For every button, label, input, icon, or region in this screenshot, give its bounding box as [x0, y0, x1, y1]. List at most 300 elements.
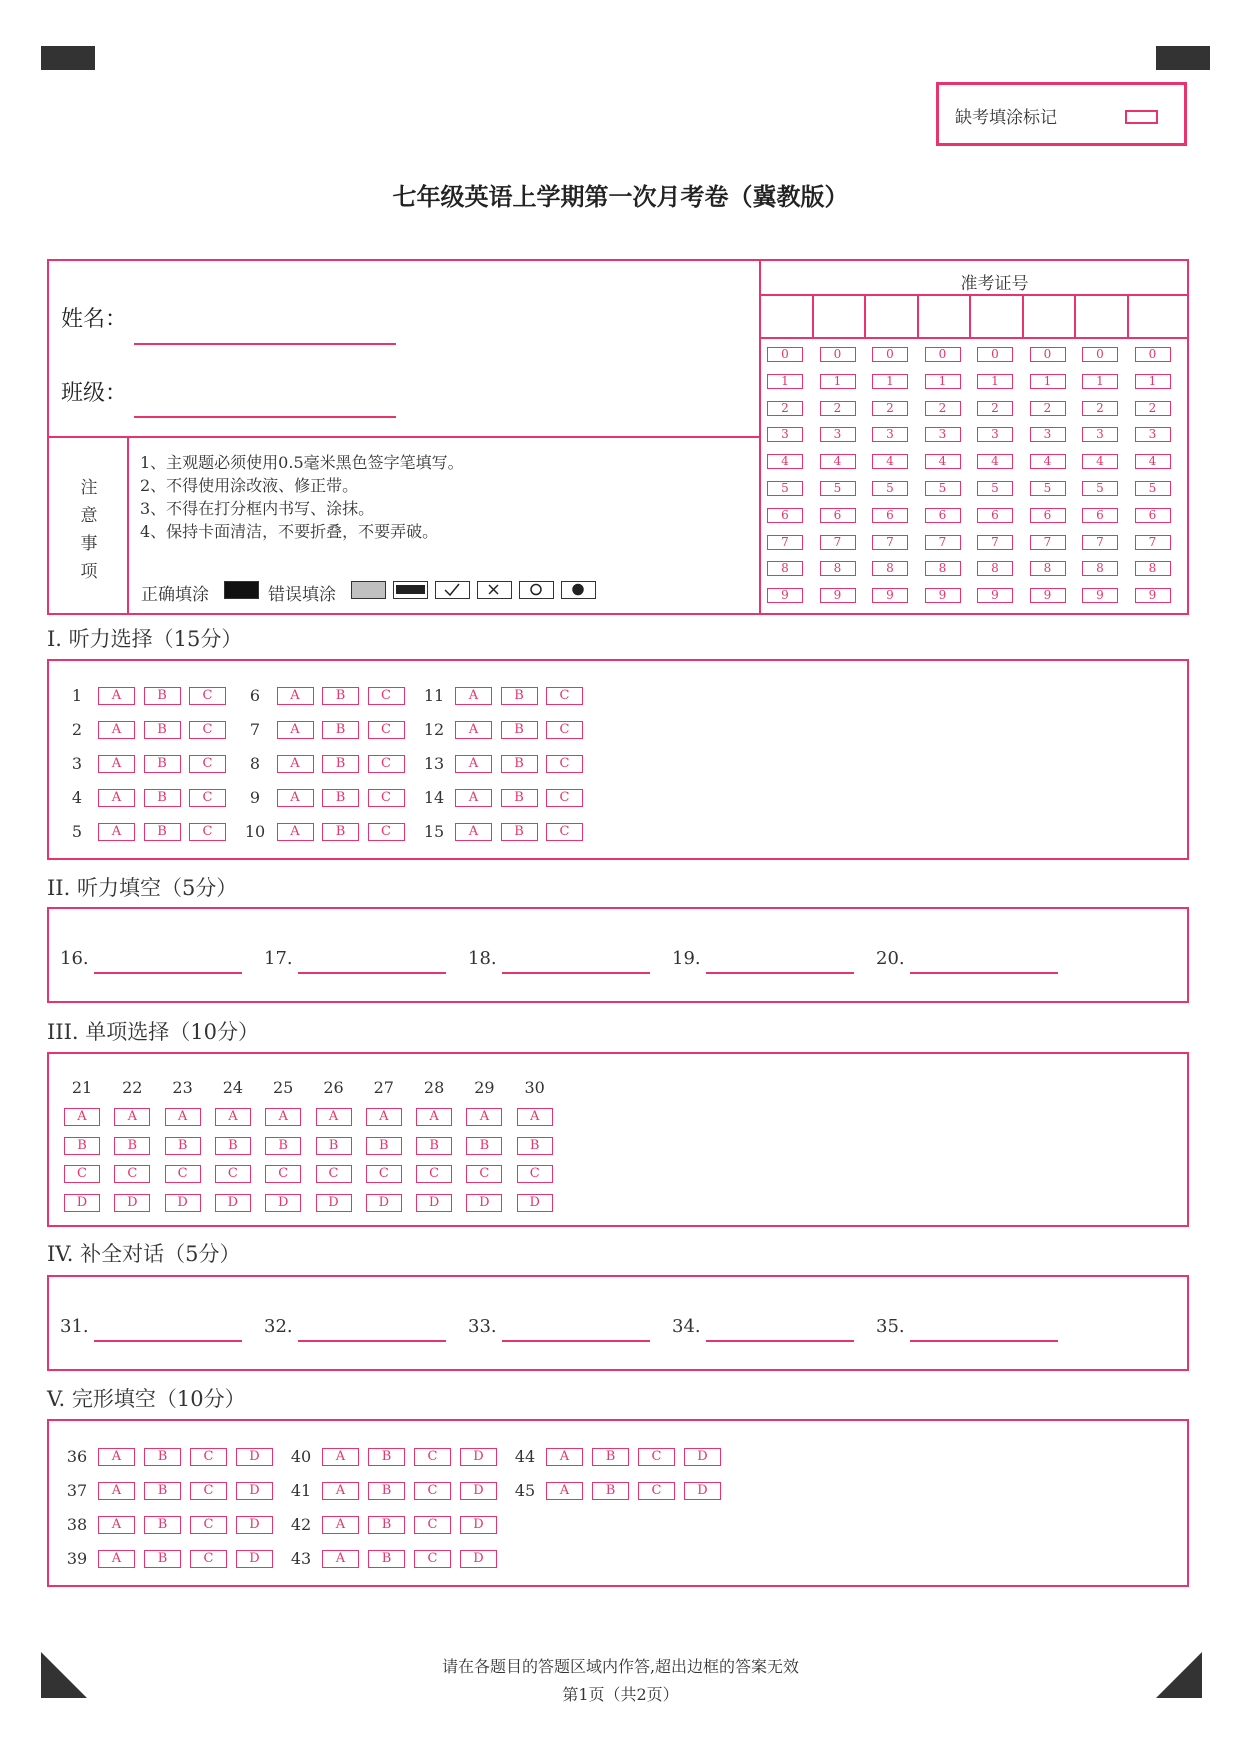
- exam-number-digit-bubble[interactable]: 7: [767, 535, 803, 550]
- exam-number-digit-bubble[interactable]: 4: [1030, 454, 1066, 469]
- blank-number: 16.: [60, 948, 89, 969]
- answer-blank[interactable]: [706, 972, 854, 974]
- exam-number-digit-bubble[interactable]: 0: [872, 347, 908, 362]
- answer-bubble[interactable]: C: [189, 687, 226, 705]
- answer-bubble[interactable]: D: [466, 1194, 502, 1212]
- answer-bubble[interactable]: A: [455, 755, 492, 773]
- answer-bubble[interactable]: A: [455, 789, 492, 807]
- exam-number-digit-bubble[interactable]: 3: [1135, 427, 1171, 442]
- answer-bubble[interactable]: A: [98, 1482, 135, 1500]
- blank-number: 33.: [468, 1316, 497, 1337]
- exam-number-digit-bubble[interactable]: 8: [1030, 561, 1066, 576]
- section-4-box: [47, 1275, 1189, 1371]
- exam-number-digit-bubble[interactable]: 9: [1135, 588, 1171, 603]
- exam-number-digit-bubble[interactable]: 2: [820, 401, 856, 416]
- answer-bubble[interactable]: D: [684, 1448, 721, 1466]
- exam-number-digit-bubble[interactable]: 7: [872, 535, 908, 550]
- answer-bubble[interactable]: A: [98, 1550, 135, 1568]
- answer-bubble[interactable]: C: [368, 721, 405, 739]
- exam-number-digit-bubble[interactable]: 7: [977, 535, 1013, 550]
- name-label: 姓名：: [61, 307, 128, 332]
- exam-number-digit-bubble[interactable]: 9: [872, 588, 908, 603]
- question-number: 29: [474, 1078, 495, 1097]
- blank-number: 31.: [60, 1316, 89, 1337]
- answer-bubble[interactable]: C: [517, 1165, 553, 1183]
- exam-number-digit-bubble[interactable]: 3: [872, 427, 908, 442]
- answer-bubble[interactable]: B: [64, 1137, 100, 1155]
- answer-bubble[interactable]: B: [322, 721, 359, 739]
- answer-bubble[interactable]: B: [144, 721, 181, 739]
- answer-bubble[interactable]: B: [144, 1516, 181, 1534]
- answer-bubble[interactable]: B: [144, 1448, 181, 1466]
- notice-item: 4、保持卡面清洁，不要折叠，不要弄破。: [140, 522, 439, 541]
- answer-bubble[interactable]: C: [414, 1550, 451, 1568]
- exam-number-digit-bubble[interactable]: 0: [1135, 347, 1171, 362]
- answer-bubble[interactable]: B: [215, 1137, 251, 1155]
- section-1-title: I. 听力选择（15分）: [47, 627, 243, 651]
- exam-number-digit-bubble[interactable]: 3: [820, 427, 856, 442]
- answer-bubble[interactable]: B: [368, 1482, 405, 1500]
- answer-bubble[interactable]: A: [546, 1482, 583, 1500]
- exam-number-digit-bubble[interactable]: 6: [767, 508, 803, 523]
- question-number: 11: [423, 686, 445, 705]
- answer-blank[interactable]: [502, 1340, 650, 1342]
- question-number: 13: [423, 754, 445, 773]
- notice-item: 1、主观题必须使用0.5毫米黑色签字笔填写。: [140, 453, 464, 472]
- exam-number-digit-bubble[interactable]: 2: [977, 401, 1013, 416]
- exam-number-digit-bubble[interactable]: 0: [925, 347, 961, 362]
- answer-bubble[interactable]: C: [316, 1165, 352, 1183]
- answer-bubble[interactable]: A: [455, 823, 492, 841]
- answer-bubble[interactable]: D: [236, 1482, 273, 1500]
- question-number: 37: [66, 1481, 88, 1500]
- corner-marker-top-left: [41, 46, 95, 70]
- answer-bubble[interactable]: C: [366, 1165, 402, 1183]
- correct-fill-label: 正确填涂: [141, 585, 209, 605]
- exam-number-digit-bubble[interactable]: 2: [872, 401, 908, 416]
- blank-number: 34.: [672, 1316, 701, 1337]
- question-number: 10: [244, 822, 266, 841]
- answer-bubble[interactable]: C: [190, 1482, 227, 1500]
- answer-bubble[interactable]: B: [416, 1137, 452, 1155]
- answer-bubble[interactable]: B: [592, 1482, 629, 1500]
- exam-number-digit-bubble[interactable]: 2: [1135, 401, 1171, 416]
- answer-bubble[interactable]: A: [98, 1516, 135, 1534]
- section-4-title: IV. 补全对话（5分）: [47, 1242, 241, 1266]
- exam-number-digit-bubble[interactable]: 3: [767, 427, 803, 442]
- answer-bubble[interactable]: B: [501, 721, 538, 739]
- answer-bubble[interactable]: A: [215, 1108, 251, 1126]
- question-number: 25: [273, 1078, 294, 1097]
- wrong-fill-sample-check: [435, 581, 470, 599]
- corner-marker-top-right: [1156, 46, 1210, 70]
- question-number: 44: [514, 1447, 536, 1466]
- answer-blank[interactable]: [910, 1340, 1058, 1342]
- question-number: 38: [66, 1515, 88, 1534]
- question-number: 39: [66, 1549, 88, 1568]
- answer-bubble[interactable]: D: [416, 1194, 452, 1212]
- wrong-fill-sample-circle: [519, 581, 554, 599]
- exam-number-digit-bubble[interactable]: 7: [1030, 535, 1066, 550]
- exam-number-digit-bubble[interactable]: 8: [767, 561, 803, 576]
- answer-bubble[interactable]: A: [277, 755, 314, 773]
- question-number: 15: [423, 822, 445, 841]
- question-number: 21: [71, 1078, 93, 1097]
- answer-bubble[interactable]: D: [114, 1194, 150, 1212]
- exam-number-digit-bubble[interactable]: 2: [1030, 401, 1066, 416]
- answer-bubble[interactable]: A: [322, 1448, 359, 1466]
- exam-number-digit-bubble[interactable]: 9: [1030, 588, 1066, 603]
- answer-bubble[interactable]: B: [501, 789, 538, 807]
- class-label: 班级：: [61, 381, 128, 406]
- answer-bubble[interactable]: C: [414, 1448, 451, 1466]
- exam-number-digit-bubble[interactable]: 6: [1135, 508, 1171, 523]
- answer-bubble[interactable]: A: [277, 789, 314, 807]
- exam-number-digit-bubble[interactable]: 1: [872, 374, 908, 389]
- question-number: 23: [172, 1078, 193, 1097]
- answer-bubble[interactable]: C: [190, 1550, 227, 1568]
- answer-bubble[interactable]: D: [460, 1516, 497, 1534]
- answer-bubble[interactable]: B: [165, 1137, 201, 1155]
- answer-bubble[interactable]: B: [316, 1137, 352, 1155]
- answer-bubble[interactable]: A: [322, 1482, 359, 1500]
- answer-blank[interactable]: [298, 1340, 446, 1342]
- section-5-title: V. 完形填空（10分）: [47, 1387, 246, 1411]
- question-number: 36: [66, 1447, 88, 1466]
- answer-bubble[interactable]: C: [546, 721, 583, 739]
- exam-number-digit-bubble[interactable]: 6: [1082, 508, 1118, 523]
- answer-bubble[interactable]: B: [144, 755, 181, 773]
- exam-number-digit-bubble[interactable]: 6: [872, 508, 908, 523]
- absent-mark-box: [936, 82, 1187, 146]
- exam-number-write-cell[interactable]: [1024, 296, 1074, 337]
- exam-number-digit-bubble[interactable]: 0: [977, 347, 1013, 362]
- answer-bubble[interactable]: B: [368, 1516, 405, 1534]
- answer-bubble[interactable]: B: [322, 823, 359, 841]
- answer-bubble[interactable]: A: [277, 721, 314, 739]
- blank-number: 18.: [468, 948, 497, 969]
- section-2-box: [47, 907, 1189, 1003]
- exam-number-digit-bubble[interactable]: 0: [820, 347, 856, 362]
- exam-number-digit-bubble[interactable]: 1: [1030, 374, 1066, 389]
- answer-bubble[interactable]: D: [517, 1194, 553, 1212]
- exam-number-digit-bubble[interactable]: 4: [872, 454, 908, 469]
- answer-bubble[interactable]: A: [98, 755, 135, 773]
- answer-bubble[interactable]: A: [416, 1108, 452, 1126]
- exam-number-digit-bubble[interactable]: 9: [1082, 588, 1118, 603]
- answer-bubble[interactable]: B: [501, 823, 538, 841]
- wrong-fill-label: 错误填涂: [268, 585, 336, 605]
- exam-number-digit-bubble[interactable]: 5: [1082, 481, 1118, 496]
- exam-number-digit-bubble[interactable]: 4: [977, 454, 1013, 469]
- exam-number-digit-bubble[interactable]: 8: [977, 561, 1013, 576]
- answer-bubble[interactable]: D: [366, 1194, 402, 1212]
- answer-bubble[interactable]: B: [501, 687, 538, 705]
- answer-bubble[interactable]: A: [322, 1550, 359, 1568]
- exam-number-digit-bubble[interactable]: 2: [1082, 401, 1118, 416]
- answer-bubble[interactable]: C: [368, 755, 405, 773]
- answer-bubble[interactable]: B: [366, 1137, 402, 1155]
- answer-bubble[interactable]: B: [592, 1448, 629, 1466]
- answer-bubble[interactable]: C: [165, 1165, 201, 1183]
- answer-bubble[interactable]: D: [684, 1482, 721, 1500]
- answer-bubble[interactable]: C: [546, 789, 583, 807]
- exam-number-digit-bubble[interactable]: 1: [1082, 374, 1118, 389]
- answer-blank[interactable]: [94, 1340, 242, 1342]
- exam-number-digit-bubble[interactable]: 8: [1135, 561, 1171, 576]
- answer-bubble[interactable]: D: [316, 1194, 352, 1212]
- answer-bubble[interactable]: C: [190, 1516, 227, 1534]
- exam-number-digit-bubble[interactable]: 9: [767, 588, 803, 603]
- question-number: 40: [290, 1447, 312, 1466]
- wrong-fill-sample-dot: [561, 581, 596, 599]
- answer-bubble[interactable]: C: [368, 789, 405, 807]
- question-number: 24: [222, 1078, 244, 1097]
- exam-number-digit-bubble[interactable]: 1: [1135, 374, 1171, 389]
- question-number: 30: [524, 1078, 545, 1097]
- question-number: 6: [249, 686, 261, 705]
- question-number: 43: [290, 1549, 312, 1568]
- exam-number-digit-bubble[interactable]: 9: [977, 588, 1013, 603]
- exam-number-digit-bubble[interactable]: 8: [820, 561, 856, 576]
- answer-bubble[interactable]: A: [98, 789, 135, 807]
- answer-bubble[interactable]: C: [414, 1482, 451, 1500]
- page-title: 七年级英语上学期第一次月考卷（冀教版）: [392, 182, 849, 211]
- answer-bubble[interactable]: A: [98, 687, 135, 705]
- exam-number-digit-bubble[interactable]: 4: [767, 454, 803, 469]
- answer-bubble[interactable]: B: [144, 823, 181, 841]
- exam-number-title: 准考证号: [960, 274, 1029, 294]
- question-number: 28: [423, 1078, 445, 1097]
- exam-number-digit-bubble[interactable]: 6: [925, 508, 961, 523]
- class-field[interactable]: [134, 416, 396, 418]
- answer-bubble[interactable]: D: [236, 1550, 273, 1568]
- answer-bubble[interactable]: A: [366, 1108, 402, 1126]
- exam-number-write-cell[interactable]: [814, 296, 864, 337]
- answer-bubble[interactable]: A: [546, 1448, 583, 1466]
- answer-bubble[interactable]: B: [322, 687, 359, 705]
- answer-bubble[interactable]: B: [501, 755, 538, 773]
- wrong-fill-sample-gray: [351, 581, 386, 599]
- answer-bubble[interactable]: A: [165, 1108, 201, 1126]
- answer-bubble[interactable]: B: [144, 1550, 181, 1568]
- answer-bubble[interactable]: B: [144, 687, 181, 705]
- exam-number-digit-bubble[interactable]: 9: [925, 588, 961, 603]
- question-number: 12: [423, 720, 445, 739]
- exam-number-digit-bubble[interactable]: 5: [1135, 481, 1171, 496]
- question-number: 22: [122, 1078, 143, 1097]
- exam-number-digit-bubble[interactable]: 7: [925, 535, 961, 550]
- name-field[interactable]: [134, 343, 396, 345]
- exam-number-write-cell[interactable]: [1076, 296, 1126, 337]
- blank-number: 20.: [876, 948, 905, 969]
- question-number: 9: [249, 788, 261, 807]
- answer-bubble[interactable]: D: [215, 1194, 251, 1212]
- wrong-fill-sample-bar: [393, 581, 428, 599]
- exam-number-digit-bubble[interactable]: 8: [925, 561, 961, 576]
- exam-number-digit-bubble[interactable]: 0: [1030, 347, 1066, 362]
- blank-number: 17.: [264, 948, 293, 969]
- answer-bubble[interactable]: A: [98, 1448, 135, 1466]
- exam-number-digit-bubble[interactable]: 8: [872, 561, 908, 576]
- exam-number-digit-bubble[interactable]: 5: [872, 481, 908, 496]
- answer-bubble[interactable]: A: [98, 823, 135, 841]
- question-number: 4: [71, 788, 83, 807]
- answer-bubble[interactable]: C: [189, 823, 226, 841]
- answer-bubble[interactable]: C: [546, 823, 583, 841]
- exam-number-write-cell[interactable]: [1129, 296, 1179, 337]
- exam-number-digit-bubble[interactable]: 7: [1082, 535, 1118, 550]
- exam-number-digit-bubble[interactable]: 2: [925, 401, 961, 416]
- answer-bubble[interactable]: B: [265, 1137, 301, 1155]
- exam-number-write-cell[interactable]: [919, 296, 969, 337]
- exam-number-digit-bubble[interactable]: 7: [820, 535, 856, 550]
- answer-bubble[interactable]: B: [144, 1482, 181, 1500]
- answer-bubble[interactable]: B: [322, 789, 359, 807]
- answer-bubble[interactable]: A: [114, 1108, 150, 1126]
- answer-blank[interactable]: [706, 1340, 854, 1342]
- section-3-title: III. 单项选择（10分）: [47, 1020, 259, 1044]
- exam-number-digit-bubble[interactable]: 5: [820, 481, 856, 496]
- exam-number-digit-bubble[interactable]: 1: [925, 374, 961, 389]
- absent-mark-bubble[interactable]: [1125, 110, 1158, 124]
- blank-number: 35.: [876, 1316, 905, 1337]
- notice-title: 注 意 事 项: [80, 478, 98, 582]
- blank-number: 19.: [672, 948, 701, 969]
- footer-note: 请在各题目的答题区域内作答,超出边框的答案无效: [441, 1657, 800, 1676]
- exam-number-digit-bubble[interactable]: 3: [1082, 427, 1118, 442]
- exam-number-digit-bubble[interactable]: 5: [767, 481, 803, 496]
- exam-number-digit-bubble[interactable]: 5: [1030, 481, 1066, 496]
- answer-bubble[interactable]: A: [64, 1108, 100, 1126]
- answer-bubble[interactable]: B: [322, 755, 359, 773]
- answer-bubble[interactable]: C: [190, 1448, 227, 1466]
- answer-bubble[interactable]: A: [265, 1108, 301, 1126]
- answer-bubble[interactable]: D: [236, 1516, 273, 1534]
- exam-number-digit-bubble[interactable]: 4: [820, 454, 856, 469]
- absent-mark-label: 缺考填涂标记: [955, 108, 1057, 128]
- answer-blank[interactable]: [910, 972, 1058, 974]
- answer-bubble[interactable]: A: [316, 1108, 352, 1126]
- exam-number-digit-bubble[interactable]: 0: [1082, 347, 1118, 362]
- question-number: 42: [290, 1515, 312, 1534]
- exam-number-digit-bubble[interactable]: 1: [767, 374, 803, 389]
- exam-number-digit-bubble[interactable]: 1: [820, 374, 856, 389]
- answer-bubble[interactable]: B: [144, 789, 181, 807]
- question-number: 26: [323, 1078, 344, 1097]
- answer-bubble[interactable]: C: [546, 755, 583, 773]
- notice-item: 3、不得在打分框内书写、涂抹。: [140, 499, 375, 518]
- answer-bubble[interactable]: B: [368, 1550, 405, 1568]
- footer-page: 第1页（共2页）: [562, 1685, 679, 1704]
- answer-bubble[interactable]: A: [277, 823, 314, 841]
- exam-number-digit-bubble[interactable]: 0: [767, 347, 803, 362]
- answer-bubble[interactable]: B: [114, 1137, 150, 1155]
- answer-blank[interactable]: [94, 972, 242, 974]
- answer-bubble[interactable]: A: [98, 721, 135, 739]
- question-number: 5: [71, 822, 83, 841]
- answer-bubble[interactable]: A: [277, 687, 314, 705]
- exam-number-digit-bubble[interactable]: 6: [820, 508, 856, 523]
- answer-bubble[interactable]: C: [265, 1165, 301, 1183]
- exam-number-digit-bubble[interactable]: 4: [1135, 454, 1171, 469]
- answer-bubble[interactable]: A: [455, 721, 492, 739]
- answer-bubble[interactable]: D: [236, 1448, 273, 1466]
- exam-number-digit-bubble[interactable]: 3: [977, 427, 1013, 442]
- answer-bubble[interactable]: D: [460, 1482, 497, 1500]
- answer-bubble[interactable]: A: [466, 1108, 502, 1126]
- answer-bubble[interactable]: B: [368, 1448, 405, 1466]
- question-number: 1: [71, 686, 83, 705]
- exam-number-digit-bubble[interactable]: 3: [925, 427, 961, 442]
- answer-bubble[interactable]: D: [460, 1550, 497, 1568]
- answer-bubble[interactable]: D: [460, 1448, 497, 1466]
- answer-bubble[interactable]: C: [466, 1165, 502, 1183]
- answer-bubble[interactable]: C: [189, 721, 226, 739]
- exam-number-write-cell[interactable]: [971, 296, 1021, 337]
- answer-bubble[interactable]: C: [215, 1165, 251, 1183]
- answer-bubble[interactable]: C: [368, 687, 405, 705]
- exam-number-digit-bubble[interactable]: 8: [1082, 561, 1118, 576]
- exam-number-digit-bubble[interactable]: 2: [767, 401, 803, 416]
- answer-bubble[interactable]: B: [466, 1137, 502, 1155]
- question-number: 41: [290, 1481, 312, 1500]
- answer-bubble[interactable]: C: [638, 1482, 675, 1500]
- answer-bubble[interactable]: C: [114, 1165, 150, 1183]
- answer-bubble[interactable]: C: [638, 1448, 675, 1466]
- exam-number-digit-bubble[interactable]: 1: [977, 374, 1013, 389]
- answer-bubble[interactable]: B: [517, 1137, 553, 1155]
- answer-bubble[interactable]: C: [546, 687, 583, 705]
- question-number: 14: [423, 788, 445, 807]
- question-number: 27: [373, 1078, 394, 1097]
- exam-number-write-cell[interactable]: [866, 296, 916, 337]
- answer-bubble[interactable]: C: [189, 755, 226, 773]
- answer-bubble[interactable]: D: [64, 1194, 100, 1212]
- exam-number-digit-bubble[interactable]: 5: [925, 481, 961, 496]
- exam-number-digit-bubble[interactable]: 7: [1135, 535, 1171, 550]
- question-number: 8: [249, 754, 261, 773]
- answer-bubble[interactable]: A: [455, 687, 492, 705]
- answer-bubble[interactable]: A: [322, 1516, 359, 1534]
- exam-number-digit-bubble[interactable]: 4: [925, 454, 961, 469]
- answer-bubble[interactable]: C: [416, 1165, 452, 1183]
- exam-number-digit-bubble[interactable]: 6: [1030, 508, 1066, 523]
- exam-number-digit-bubble[interactable]: 3: [1030, 427, 1066, 442]
- answer-bubble[interactable]: D: [265, 1194, 301, 1212]
- answer-blank[interactable]: [298, 972, 446, 974]
- answer-bubble[interactable]: D: [165, 1194, 201, 1212]
- section-2-title: II. 听力填空（5分）: [47, 876, 238, 900]
- exam-number-write-cell[interactable]: [761, 296, 811, 337]
- exam-number-digit-bubble[interactable]: 4: [1082, 454, 1118, 469]
- question-number: 45: [514, 1481, 536, 1500]
- answer-bubble[interactable]: A: [517, 1108, 553, 1126]
- answer-bubble[interactable]: C: [368, 823, 405, 841]
- notice-item: 2、不得使用涂改液、修正带。: [140, 476, 359, 495]
- blank-number: 32.: [264, 1316, 293, 1337]
- question-number: 3: [71, 754, 83, 773]
- exam-number-digit-bubble[interactable]: 9: [820, 588, 856, 603]
- question-number: 7: [249, 720, 261, 739]
- exam-number-digit-bubble[interactable]: 5: [977, 481, 1013, 496]
- correct-fill-sample: [224, 581, 259, 599]
- exam-number-digit-bubble[interactable]: 6: [977, 508, 1013, 523]
- answer-bubble[interactable]: C: [189, 789, 226, 807]
- answer-bubble[interactable]: C: [414, 1516, 451, 1534]
- answer-blank[interactable]: [502, 972, 650, 974]
- answer-bubble[interactable]: C: [64, 1165, 100, 1183]
